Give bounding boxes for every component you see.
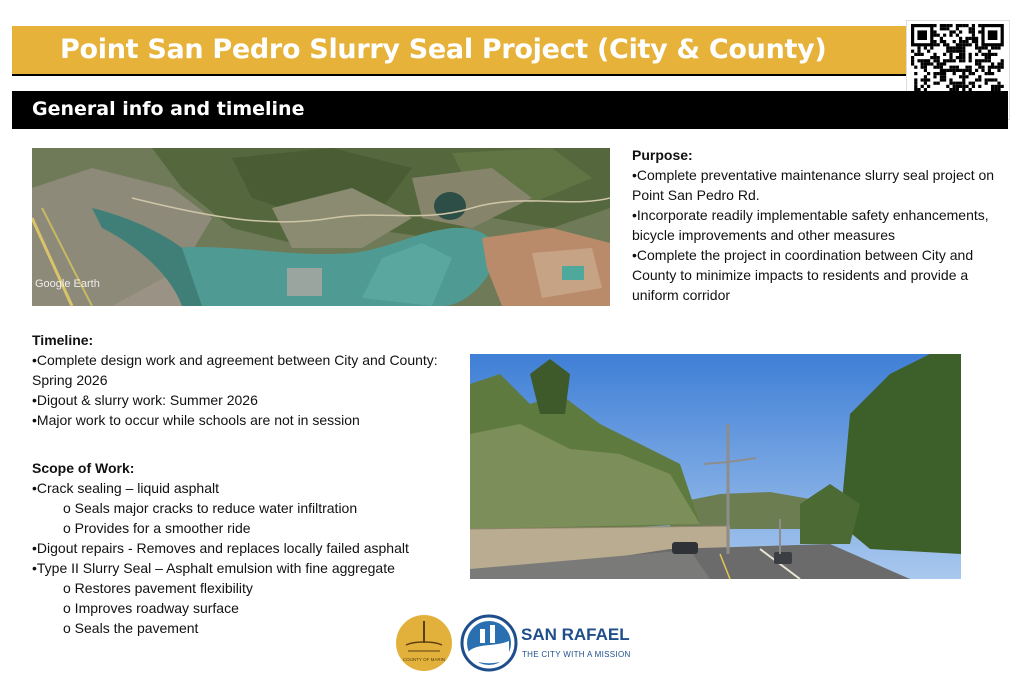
scope-item: •Type II Slurry Seal – Asphalt emulsion with fine aggregate [32,560,395,576]
footer-logos [394,613,634,673]
page-title: Point San Pedro Slurry Seal Project (City & County) [60,34,827,65]
scope-subitem: o Provides for a smoother ride [63,520,251,536]
map-watermark: Google Earth [35,278,100,290]
scope-section [32,458,462,638]
timeline-heading: Timeline: [32,332,94,348]
scope-heading: Scope of Work: [32,460,135,476]
title-banner [12,26,906,76]
aerial-map-image [32,148,610,306]
purpose-section [632,145,1012,305]
timeline-item: •Major work to occur while schools are not in session [32,412,360,428]
street-view-graphic [470,354,961,579]
section-title: General info and timeline [32,98,305,120]
scope-subitem: o Improves roadway surface [63,600,239,616]
scope-item: •Crack sealing – liquid asphalt [32,480,220,496]
purpose-item: •Complete the project in coordination between City and County to minimize impacts to residents and provide a uniform corridor [632,247,974,303]
scope-subitem: o Restores pavement flexibility [63,580,253,596]
section-header [12,91,1008,129]
san-rafael-name: SAN RAFAEL [521,625,630,644]
scope-subitem: o Seals the pavement [63,620,199,636]
san-rafael-tagline: THE CITY WITH A MISSION [522,650,631,659]
purpose-item: •Incorporate readily implementable safety enhancements, bicycle improvements and other measures [632,207,989,243]
scope-subitem: o Seals major cracks to reduce water infiltration [63,500,358,516]
timeline-section [32,330,452,430]
timeline-item: •Digout & slurry work: Summer 2026 [32,392,258,408]
scope-item: •Digout repairs - Removes and replaces locally failed asphalt [32,540,409,556]
timeline-item: •Complete design work and agreement between City and County: Spring 2026 [32,352,438,388]
svg-text:COUNTY OF MARIN: COUNTY OF MARIN [402,657,446,662]
street-view-photo [470,354,961,579]
aerial-map-graphic [32,148,610,306]
purpose-heading: Purpose: [632,147,693,163]
purpose-item: •Complete preventative maintenance slurry seal project on Point San Pedro Rd. [632,167,995,203]
